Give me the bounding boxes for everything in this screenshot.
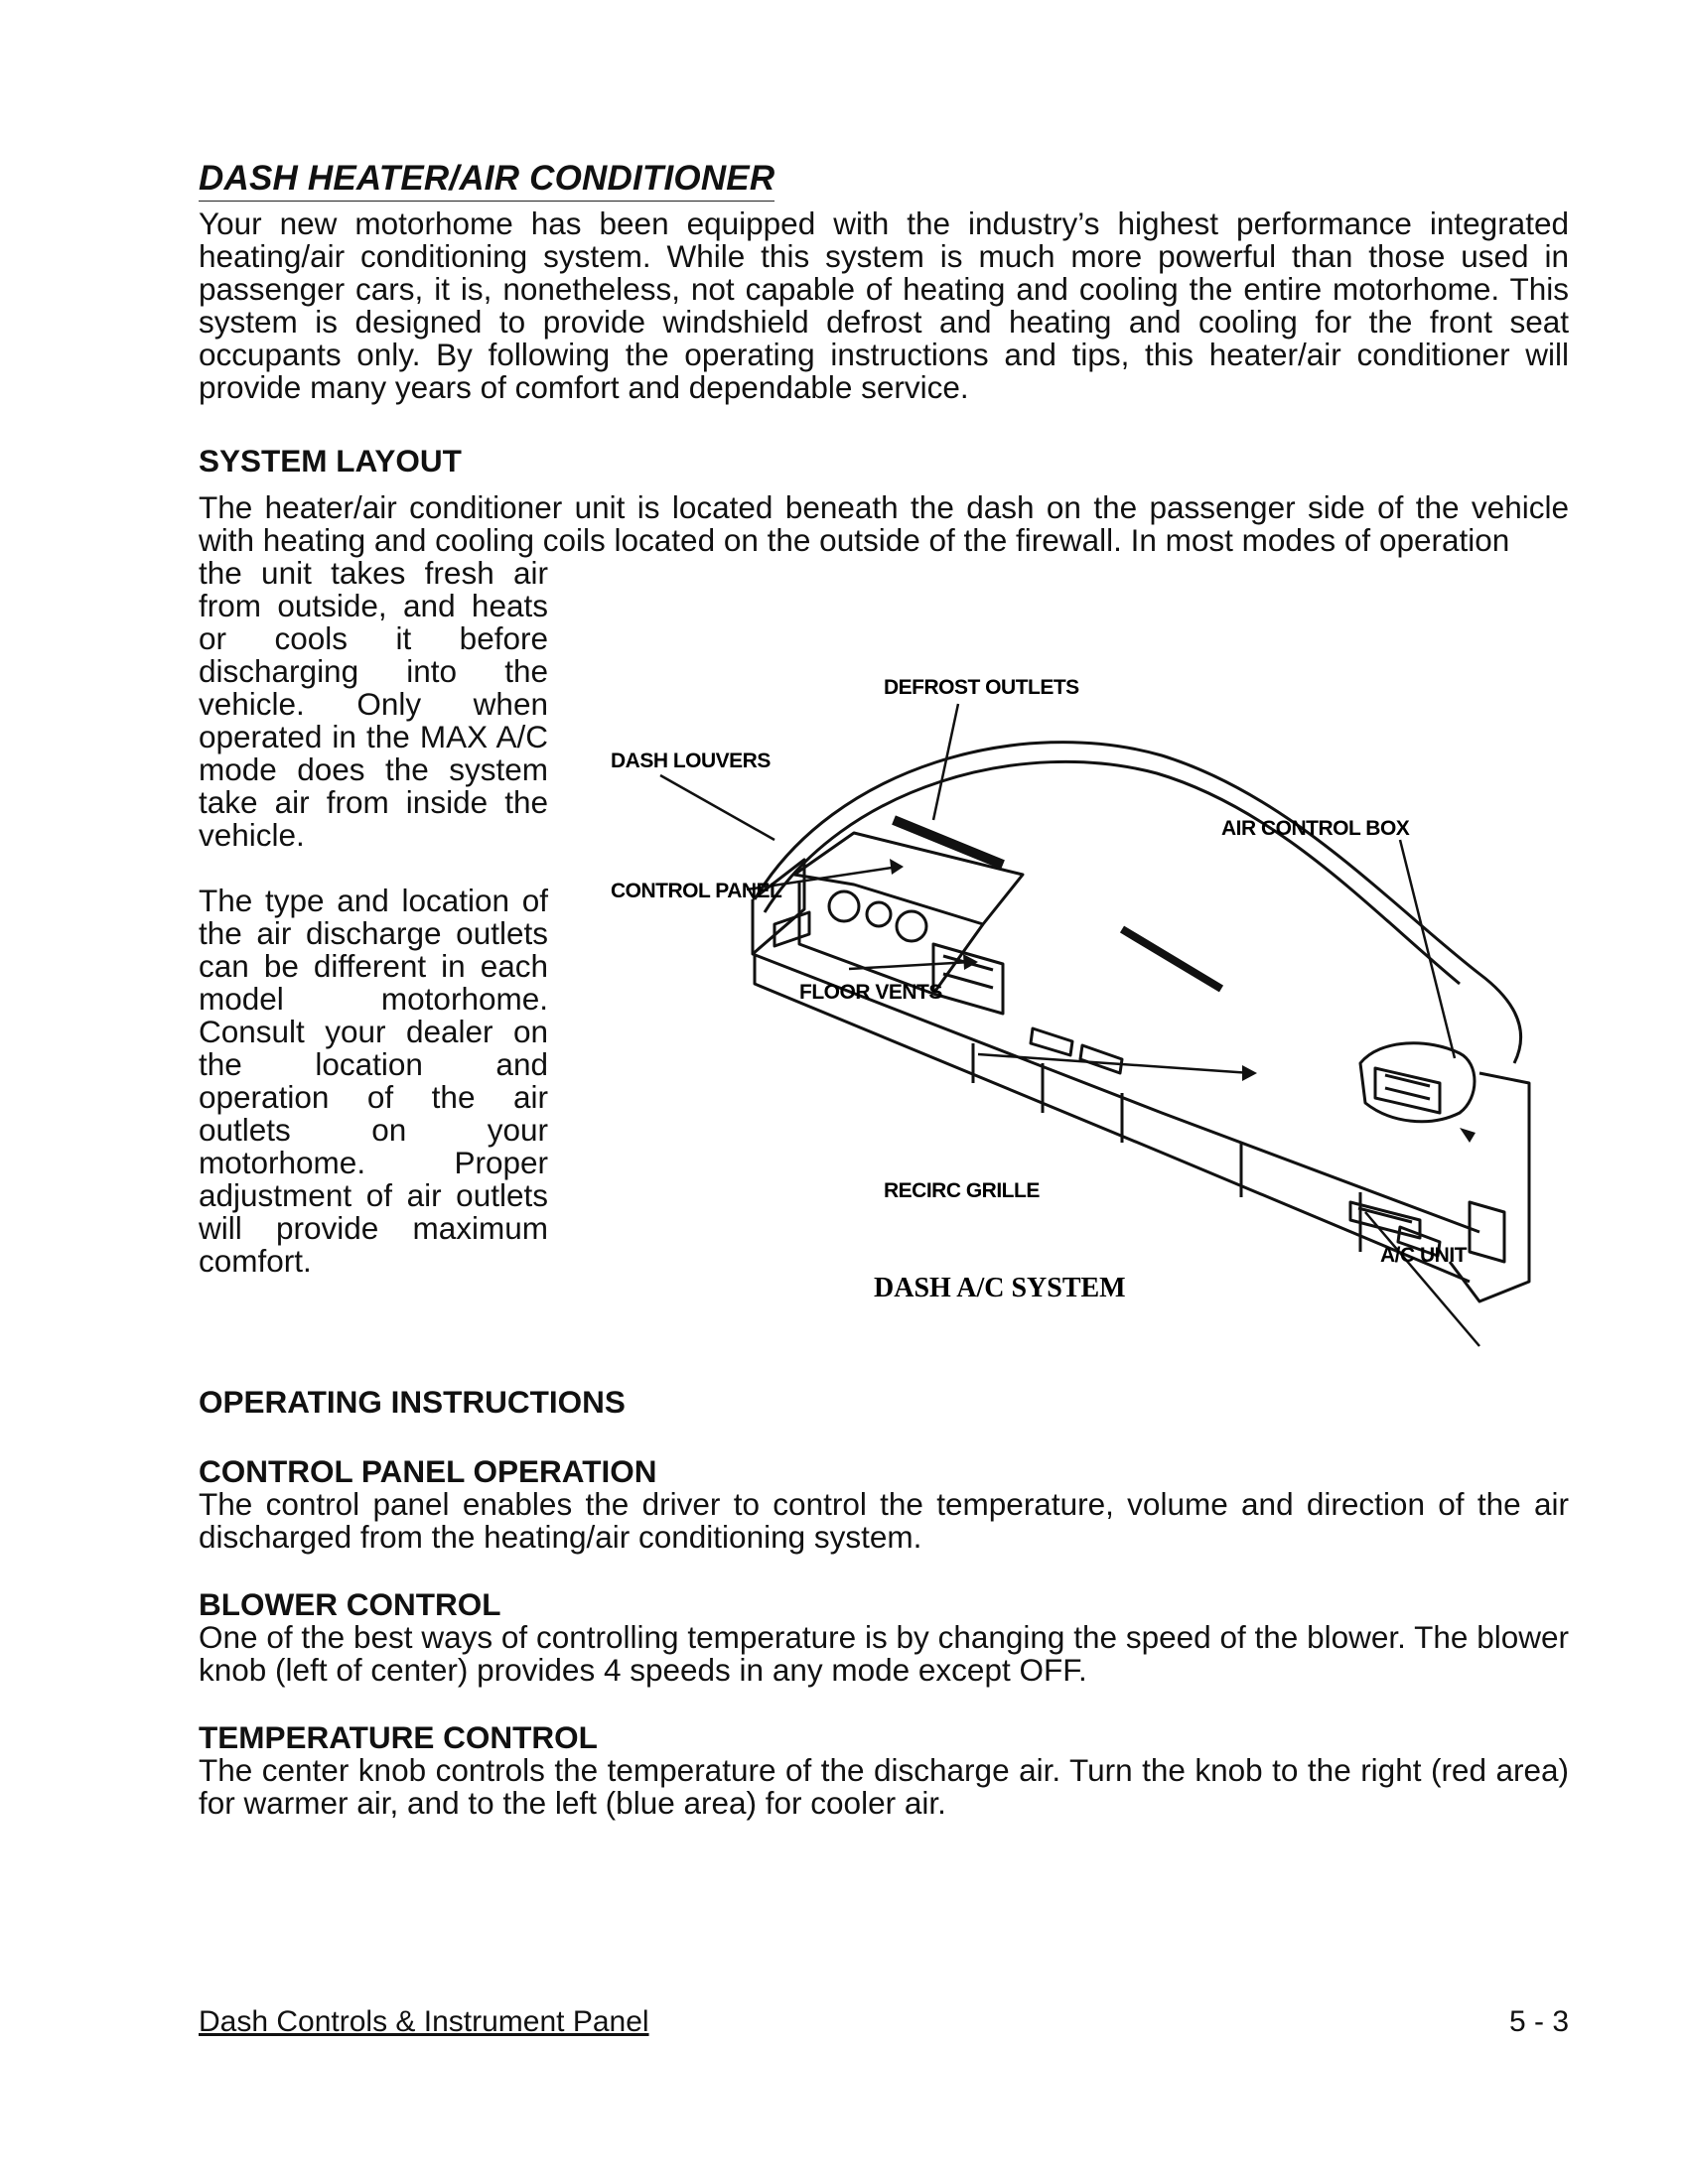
figure-caption: DASH A/C SYSTEM [874,1273,1126,1303]
system-layout-heading: SYSTEM LAYOUT [199,443,462,478]
temperature-control-heading: TEMPERATURE CONTROL [199,1719,598,1755]
system-layout-columns [199,557,1569,1391]
page-footer [199,2005,1569,2039]
label-ac-unit: A/C UNIT [1380,1244,1467,1267]
control-panel-operation-heading: CONTROL PANEL OPERATION [199,1453,657,1489]
page-body [199,159,1569,1391]
blower-control-body: One of the best ways of controlling temperature is by changing the speed of the blower. The blower knob (left of center) provides 4 speeds in any mode except OFF. [199,1619,1569,1688]
dash-ac-illustration [606,646,1599,1361]
temperature-control-body: The center knob controls the temperature of the discharge air. Turn the knob to the right (red area) for warmer air, and to the left (blue area) for cooler air. [199,1752,1569,1821]
label-air-control-box: AIR CONTROL BOX [1221,817,1410,840]
system-layout-paragraph-2: The type and location of the air discharge outlets can be different in each model motorhome. Consult your dealer on the location and operation of the air outlets on your motorhome. Proper adjustment of air outlets will provide maximum comfort. [199,883,548,1279]
system-layout-lead: The heater/air conditioner unit is located beneath the dash on the passenger side of the vehicle with heating and cooling coils located on the outside of the firewall. In most modes of operation [199,489,1569,558]
operating-instructions-heading: OPERATING INSTRUCTIONS [199,1384,626,1420]
control-panel-operation-body: The control panel enables the driver to control the temperature, volume and direction of the air discharged from the heating/air conditioning system. [199,1486,1569,1555]
system-layout-text-column [199,557,548,1278]
system-layout-section [199,444,1569,1391]
footer-page-number: 5 - 3 [1508,2005,1569,2038]
label-dash-louvers: DASH LOUVERS [611,750,771,772]
control-panel-operation-block [199,1454,1569,1554]
label-defrost-outlets: DEFROST OUTLETS [884,676,1079,699]
label-recirc-grille: RECIRC GRILLE [884,1179,1040,1202]
intro-paragraph: Your new motorhome has been equipped with the industry’s highest performance integrated heating/air conditioning system. While this system is much more powerful than those used in passenger cars, it is, nonetheless, not capable of heating and cooling the entire motorhome. This system is designed to provide windshield defrost and heating and cooling for the front seat occupants only. By following the operating instructions and tips, this heater/air conditioner will provide many years of comfort and dependable service. [199,205,1569,405]
dash-ac-diagram [606,646,1599,1361]
label-floor-vents: FLOOR VENTS [799,981,942,1004]
label-control-panel: CONTROL PANEL [611,880,782,902]
system-layout-paragraph-1: the unit takes fresh air from outside, and heats or cools it before discharging into the vehicle. Only when operated in the MAX A/C mode does the system take air from inside the vehicle. [199,555,548,853]
footer-section-title: Dash Controls & Instrument Panel [199,2005,649,2038]
blower-control-block [199,1587,1569,1687]
temperature-control-block [199,1720,1569,1820]
page-title: DASH HEATER/AIR CONDITIONER [199,159,774,202]
dashboard-drawing [753,743,1529,1301]
operating-instructions-section [199,1385,1569,1853]
blower-control-heading: BLOWER CONTROL [199,1586,501,1622]
callout-lines [660,704,1479,1346]
